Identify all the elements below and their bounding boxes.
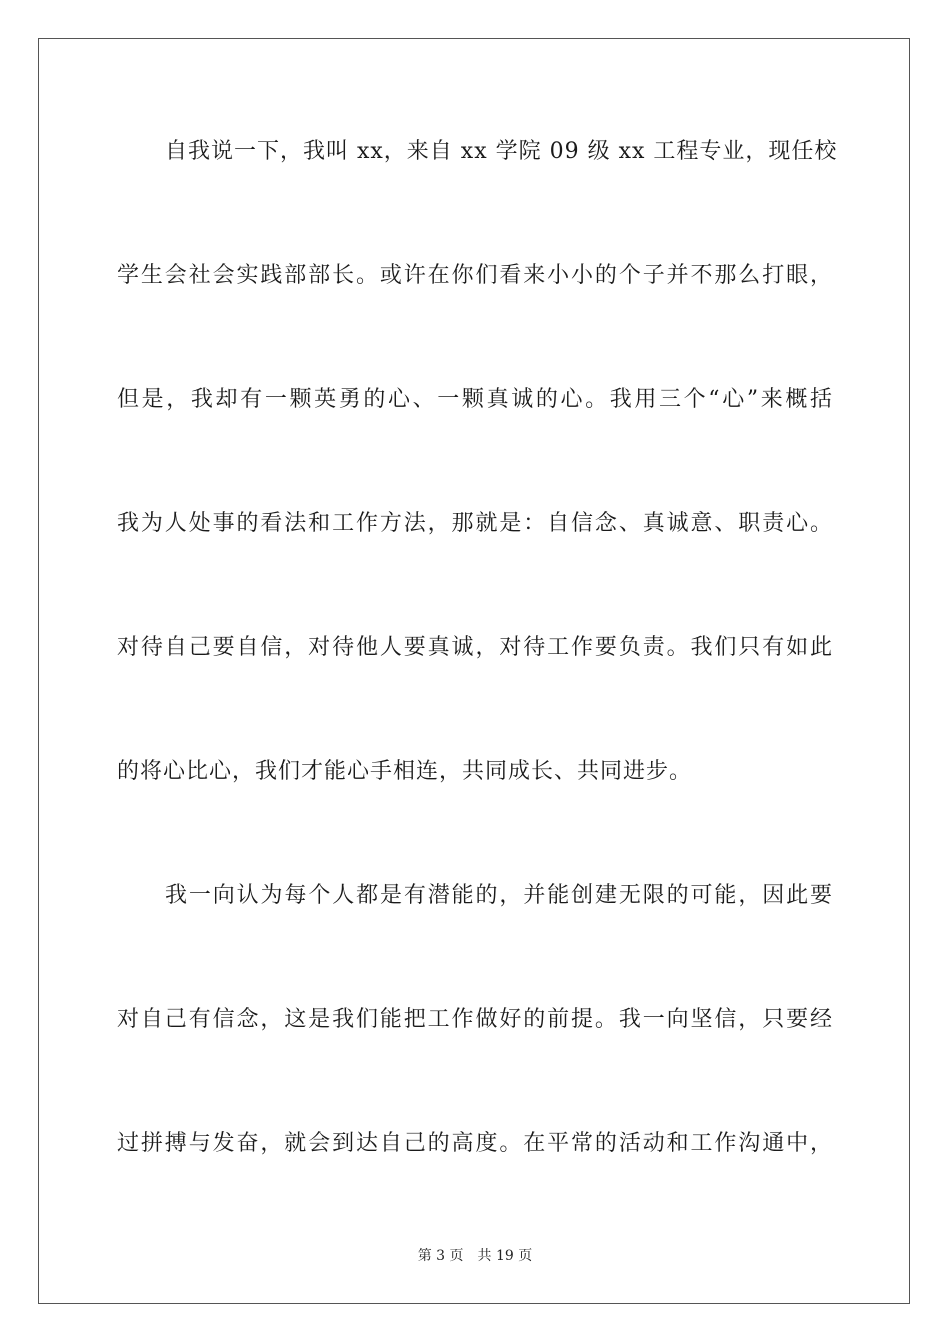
page-border	[38, 38, 910, 1304]
paragraph-1-line-3: 但是，我却有一颗英勇的心、一颗真诚的心。我用三个“心”来概括	[117, 387, 833, 412]
paragraph-2-line-3: 过拼搏与发奋，就会到达自己的高度。在平常的活动和工作沟通中，	[117, 1131, 833, 1156]
paragraph-1-line-1: 自我说一下，我叫 xx，来自 xx 学院 09 级 xx 工程专业，现任校	[165, 139, 838, 164]
paragraph-1-line-4: 我为人处事的看法和工作方法，那就是：自信念、真诚意、职责心。	[117, 511, 833, 536]
page-footer	[0, 1247, 950, 1265]
paragraph-1-line-5: 对待自己要自信，对待他人要真诚，对待工作要负责。我们只有如此	[117, 635, 833, 660]
paragraph-2-line-2: 对自己有信念，这是我们能把工作做好的前提。我一向坚信，只要经	[117, 1007, 833, 1032]
page-number: 第 3 页	[417, 1248, 464, 1264]
page-total: 共 19 页	[477, 1248, 533, 1264]
paragraph-1-line-2: 学生会社会实践部部长。或许在你们看来小小的个子并不那么打眼，	[117, 263, 833, 288]
paragraph-2-line-1: 我一向认为每个人都是有潜能的，并能创建无限的可能，因此要	[165, 883, 833, 908]
paragraph-1-line-6: 的将心比心，我们才能心手相连，共同成长、共同进步。	[117, 759, 693, 784]
